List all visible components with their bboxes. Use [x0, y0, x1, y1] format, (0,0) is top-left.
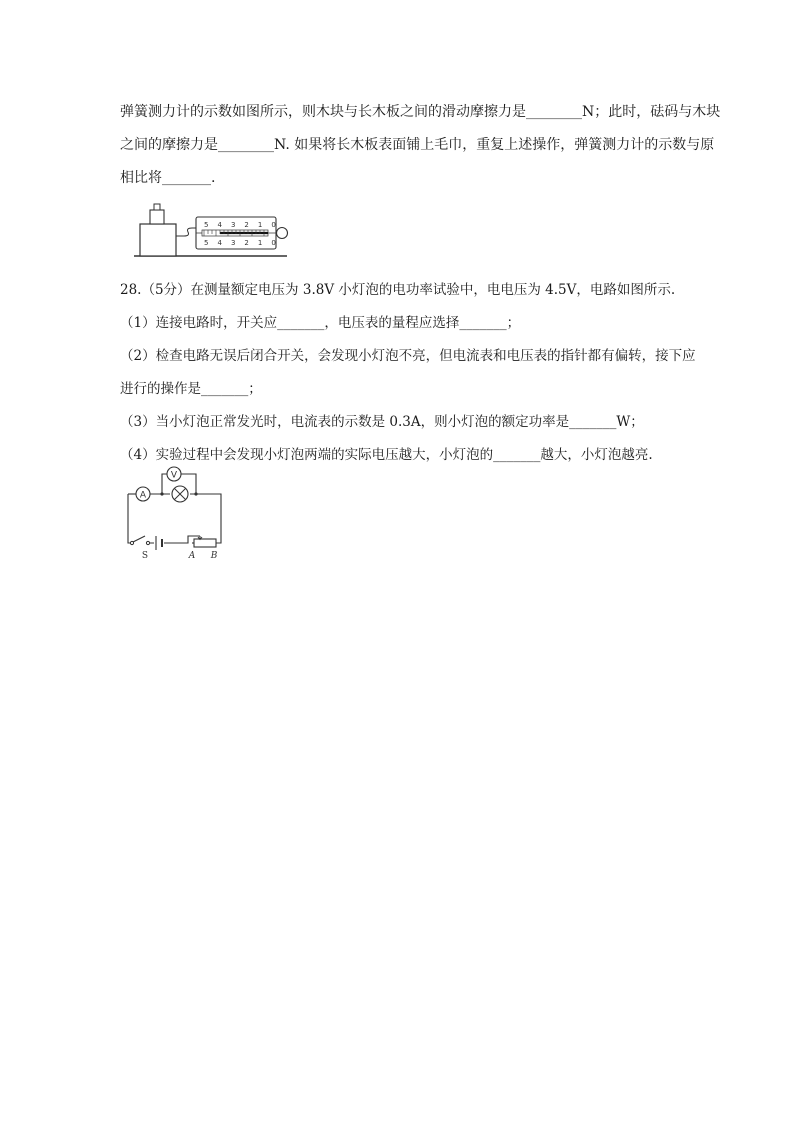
question-28-part-3: （3）当小灯泡正常发光时，电流表的示数是 0.3A，则小灯泡的额定功率是_______W；: [120, 414, 644, 430]
rheostat-label-a: A: [188, 551, 196, 561]
wood-block: [140, 224, 176, 256]
circuit-figure: [118, 460, 238, 564]
question-28-part-2-line-1: （2）检查电路无误后闭合开关，会发现小灯泡不亮，但电流表和电压表的指针都有偏转，接下应: [120, 348, 696, 364]
rheostat: [194, 539, 216, 547]
friction-line-2: 之间的摩擦力是________N. 如果将长木板表面铺上毛巾，重复上述操作，弹簧测力计的示数与原: [120, 137, 715, 153]
hook-string: [176, 228, 196, 236]
friction-line-1: 弹簧测力计的示数如图所示，则木块与长木板之间的滑动摩擦力是________N；此时，砝码与木块: [120, 104, 721, 120]
rheostat-label-b: B: [210, 551, 218, 561]
switch-blade: [133, 536, 145, 542]
wire-bottom-mid: [150, 536, 200, 543]
switch-label: S: [141, 551, 149, 561]
question-28-part-2-line-2: 进行的操作是_______；: [120, 381, 262, 397]
question-28-part-4: （4）实验过程中会发现小灯泡两端的实际电压越大，小灯泡的_______越大，小灯泡越亮.: [120, 447, 653, 463]
voltmeter-label: V: [170, 470, 178, 481]
scale-numbers-bottom: 5 4 3 2 1 0: [204, 239, 280, 247]
wire-left: [128, 494, 132, 543]
friction-line-3: 相比将_______.: [120, 170, 216, 186]
question-28-part-1: （1）连接电路时，开关应_______，电压表的量程应选择_______；: [120, 315, 521, 331]
weight-knob: [154, 204, 160, 210]
question-28: [120, 274, 720, 472]
pull-ring: [277, 228, 288, 239]
weight: [150, 210, 164, 224]
spring-scale-figure: [132, 200, 292, 258]
ammeter-label: A: [139, 490, 147, 501]
question-28-stem: 28.（5分）在测量额定电压为 3.8V 小灯泡的电功率试验中，电电压为 4.5V，电路如图所示.: [120, 282, 676, 298]
friction-paragraph: [120, 96, 720, 195]
scale-numbers-top: 5 4 3 2 1 0: [204, 221, 280, 229]
